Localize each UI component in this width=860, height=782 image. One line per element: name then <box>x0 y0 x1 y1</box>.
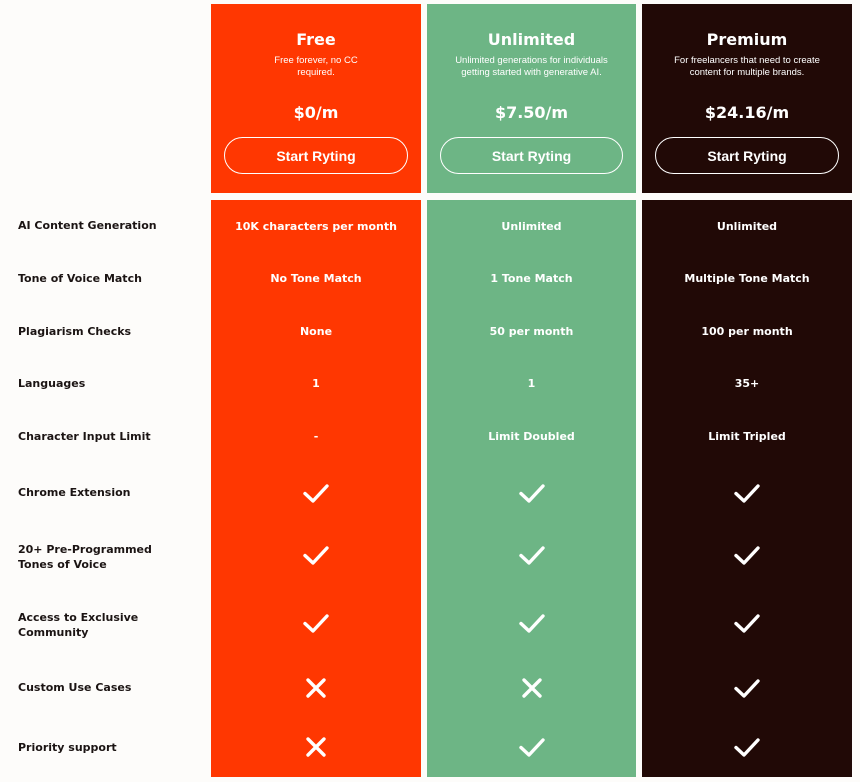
start-ryting-button-premium[interactable]: Start Ryting <box>655 137 839 174</box>
value-languages: 1 <box>312 377 320 390</box>
plan-description: Unlimited generations for individuals getting started with generative AI. <box>455 55 608 78</box>
feature-label-plagiarism-checks: Plagiarism Checks <box>18 325 132 338</box>
value-languages: 1 <box>527 377 536 390</box>
plan-description: Free forever, no CC required. <box>274 55 358 78</box>
plan-description: For freelancers that need to create content for multiple brands. <box>674 55 820 78</box>
check-icon <box>516 731 548 763</box>
feature-label-tone-of-voice-match: Tone of Voice Match <box>18 272 142 285</box>
plan-header-premium <box>642 4 852 193</box>
plan-features-premium <box>642 200 852 777</box>
value-character-input-limit: Limit Doubled <box>488 430 575 443</box>
value-tone-of-voice-match: Multiple Tone Match <box>684 272 810 285</box>
check-icon <box>731 672 763 704</box>
feature-label-chrome-extension: Chrome Extension <box>18 486 131 499</box>
feature-label-character-input-limit: Character Input Limit <box>18 430 151 443</box>
plan-name: Free <box>296 30 336 49</box>
check-icon <box>300 607 332 639</box>
plan-header-unlimited <box>427 4 636 193</box>
feature-label-custom-use-cases: Custom Use Cases <box>18 681 132 694</box>
plan-features-free <box>211 200 421 777</box>
check-icon <box>731 539 763 571</box>
check-icon <box>731 477 763 509</box>
feature-label-languages: Languages <box>18 377 86 390</box>
check-icon <box>731 731 763 763</box>
value-plagiarism-checks: 100 per month <box>701 325 793 338</box>
cross-icon <box>516 672 548 704</box>
value-ai-content-generation: 10K characters per month <box>235 220 397 233</box>
value-character-input-limit: Limit Tripled <box>708 430 786 443</box>
check-icon <box>300 477 332 509</box>
start-ryting-button-unlimited[interactable]: Start Ryting <box>440 137 623 174</box>
plan-name: Unlimited <box>487 30 576 49</box>
cross-icon <box>300 731 332 763</box>
plan-name: Premium <box>706 30 788 49</box>
plan-features-unlimited <box>427 200 636 777</box>
value-tone-of-voice-match: 1 Tone Match <box>490 272 573 285</box>
value-languages: 35+ <box>734 377 760 390</box>
plan-price: $7.50/m <box>494 103 569 122</box>
value-ai-content-generation: Unlimited <box>716 220 778 233</box>
value-ai-content-generation: Unlimited <box>501 220 562 233</box>
check-icon <box>300 539 332 571</box>
value-tone-of-voice-match: No Tone Match <box>270 272 362 285</box>
value-plagiarism-checks: None <box>299 325 333 338</box>
start-ryting-button-free[interactable]: Start Ryting <box>224 137 408 174</box>
feature-label-exclusive-community: Access to Exclusive Community <box>18 611 139 639</box>
check-icon <box>516 539 548 571</box>
plan-price: $24.16/m <box>704 103 790 122</box>
value-character-input-limit: - <box>313 430 319 443</box>
cross-icon <box>300 672 332 704</box>
plan-price: $0/m <box>293 103 339 122</box>
feature-label-priority-support: Priority support <box>18 741 117 754</box>
check-icon <box>516 477 548 509</box>
feature-label-ai-content-generation: AI Content Generation <box>18 219 157 232</box>
plan-header-free <box>211 4 421 193</box>
check-icon <box>516 607 548 639</box>
feature-label-pre-programmed-tones: 20+ Pre-Programmed Tones of Voice <box>18 543 152 571</box>
value-plagiarism-checks: 50 per month <box>489 325 574 338</box>
check-icon <box>731 607 763 639</box>
